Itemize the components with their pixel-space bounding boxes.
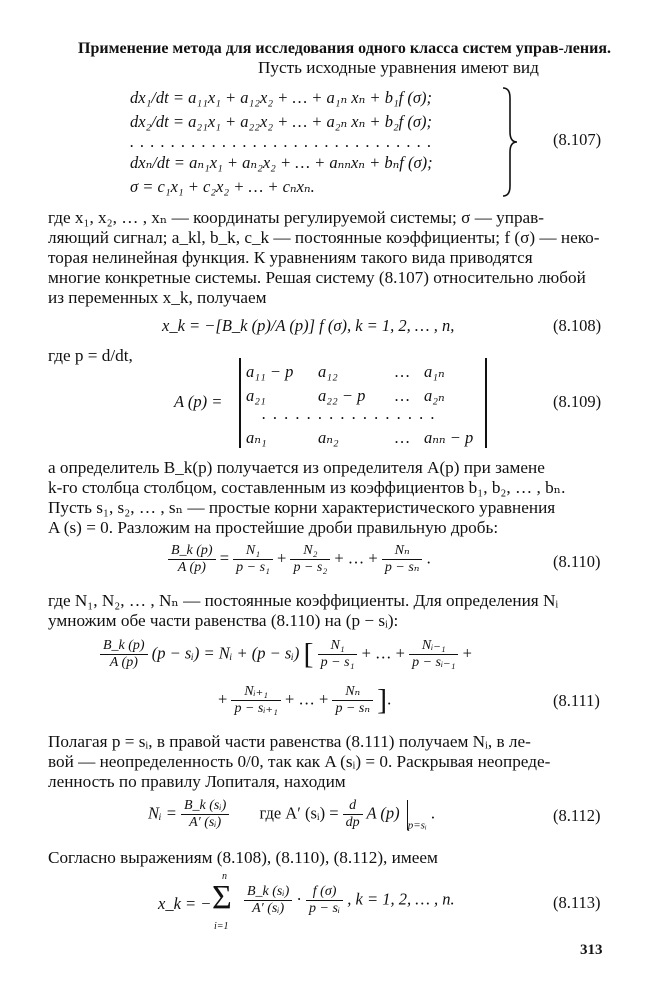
fraction <box>181 798 229 831</box>
right-brace <box>500 86 520 198</box>
eq-113-lhs: x_k = − <box>158 894 212 913</box>
text-line: Полагая p = sᵢ, в правой части равенства (8.111) получаем Nᵢ, в ле- <box>48 732 531 751</box>
page-number: 313 <box>580 942 603 958</box>
denominator: A′ (sᵢ) <box>181 814 229 831</box>
fraction <box>343 798 363 831</box>
denominator: dp <box>343 814 363 831</box>
det-cell: aₙₙ − p <box>424 428 474 447</box>
det-cell: … <box>395 428 410 447</box>
text-line: k-го столбца столбцом, составленным из коэффициентов b₁, b₂, … , bₙ. <box>48 478 566 497</box>
det-cell: a₂ₙ <box>424 386 445 405</box>
eq-111-line-1: $\frac{B\_k (p)}{A (p)}$ (p − sᵢ) = Nᵢ + (p − sᵢ) [ $\frac{\text{N₁}}{\text{p − s₁}}$ + … + $\frac{\text{Nᵢ₋₁}}{\text{p − sᵢ₋₁}}$ + <box>100 638 472 671</box>
eq-108: x_k = −[B_k (p)/A (p)] f (σ), k = 1, 2, … , n, <box>162 316 455 335</box>
numerator: Nₙ <box>345 684 361 699</box>
det-cell: a₁ₙ <box>424 362 445 381</box>
determinant-right-bar <box>485 358 487 448</box>
eq-113-rest: , k = 1, 2, … , n. <box>347 889 455 909</box>
det-cell: aₙ₁ <box>246 428 267 447</box>
det-cell: a₁₂ <box>318 362 338 381</box>
eq-number-107: (8.107) <box>553 130 602 149</box>
fraction <box>290 543 330 576</box>
eq-109-lhs: A (p) = <box>174 392 223 411</box>
eq-112-middle: где A′ (sᵢ) = <box>259 803 339 823</box>
numerator: B_k (sᵢ) <box>184 798 227 813</box>
det-cell: a₂₁ <box>246 386 266 405</box>
numerator: Nₙ <box>394 543 410 558</box>
numerator: d <box>349 798 357 813</box>
sum-lower-limit: i=1 <box>214 921 229 932</box>
text-line: умножим обе части равенства (8.110) на (p − sᵢ): <box>48 611 399 630</box>
fraction <box>318 638 358 671</box>
det-cell: a₂₂ − p <box>318 386 366 405</box>
numerator: B_k (p) <box>171 543 213 558</box>
denominator: A (p) <box>168 559 216 576</box>
numerator: N₁ <box>245 543 261 558</box>
denominator: p − s₂ <box>290 559 330 576</box>
numerator: B_k (p) <box>103 638 145 653</box>
fraction <box>231 684 280 717</box>
denominator: A (p) <box>100 654 148 671</box>
eq-110: $\frac{B\_k (p)}{A (p)}$ = $\frac{\text{N₁}}{\text{p − s₁}}$ + $\frac{\text{N₂}}{\text{p − s₂}}$ + … + $\frac{\text{Nₙ}}{\text{p − sₙ}}$ . <box>168 543 431 576</box>
numerator: Nᵢ₋₁ <box>421 638 446 653</box>
denominator: p − s₁ <box>233 559 273 576</box>
text-line: ленность по правилу Лопиталя, находим <box>48 772 346 791</box>
eq-113-rhs: $\frac{\text{B\_k (sᵢ)}}{\text{A′ (sᵢ)}}$ · $\frac{f (\sigma)}{\text{p − sᵢ}}$ , k = 1, 2, … , n. <box>244 884 455 917</box>
sum-upper-limit: n <box>222 871 227 882</box>
text-line: многие конкретные системы. Решая систему (8.107) относительно любой <box>48 268 586 287</box>
fraction <box>409 638 458 671</box>
text-line: где p = d/dt, <box>48 346 133 365</box>
det-cell: … <box>395 362 410 381</box>
text-line: A (s) = 0. Разложим на простейшие дроби правильную дробь: <box>48 518 499 537</box>
fraction <box>306 884 343 917</box>
eq-number-109: (8.109) <box>553 392 602 411</box>
eq-112-subscript: p=sᵢ <box>407 819 427 832</box>
denominator: p − sₙ <box>332 700 373 717</box>
fraction <box>233 543 273 576</box>
section-heading: Применение метода для исследования одного класса систем управ-ления. <box>78 40 611 57</box>
fraction <box>244 884 292 917</box>
eq-107-line-1: dx₁/dt = a₁₁x₁ + a₁₂x₂ + … + a₁ₙ xₙ + b₁f (σ); <box>130 88 433 107</box>
denominator: p − sᵢ₋₁ <box>409 654 458 671</box>
text-line: торая нелинейная функция. К уравнениям такого вида приводятся <box>48 248 533 267</box>
denominator: p − s₁ <box>318 654 358 671</box>
determinant-left-bar <box>239 358 241 448</box>
intro-text: Пусть исходные уравнения имеют вид <box>258 58 539 77</box>
eq-111-middle: (p − sᵢ) = Nᵢ + (p − sᵢ) <box>151 643 300 663</box>
eq-112-lhs: Nᵢ = <box>148 803 177 823</box>
text-line: Согласно выражениям (8.108), (8.110), (8.112), имеем <box>48 848 438 867</box>
denominator: p − sᵢ <box>306 900 343 917</box>
numerator: N₁ <box>330 638 345 653</box>
text-line: где x₁, x₂, … , xₙ — координаты регулируемой системы; σ — управ- <box>48 208 545 227</box>
text-line: из переменных x_k, получаем <box>48 288 267 307</box>
fraction <box>100 638 148 671</box>
eq-number-110: (8.110) <box>553 552 601 571</box>
section-heading-line <box>78 38 611 59</box>
fraction <box>168 543 216 576</box>
text-line: ляющий сигнал; a_kl, b_k, c_k — постоянные коэффициенты; f (σ) — неко- <box>48 228 600 247</box>
eq-number-113: (8.113) <box>553 893 601 912</box>
text-line: где N₁, N₂, … , Nₙ — постоянные коэффициенты. Для определения Nᵢ <box>48 591 559 610</box>
numerator: f (σ) <box>312 884 337 899</box>
fraction <box>332 684 373 717</box>
eq-number-108: (8.108) <box>553 316 602 335</box>
numerator: N₂ <box>303 543 318 558</box>
eq-111-line-2: + $\frac{\text{Nᵢ₊₁}}{\text{p − sᵢ₊₁}}$ + … + $\frac{\text{Nₙ}}{\text{p − sₙ}}$ ]. <box>218 683 392 717</box>
det-cell: aₙ₂ <box>318 428 339 447</box>
denominator: A′ (sᵢ) <box>244 900 292 917</box>
denominator: p − sₙ <box>382 559 423 576</box>
eq-number-111: (8.111) <box>553 691 600 710</box>
numerator: B_k (sᵢ) <box>247 884 290 899</box>
sum-sign: Σ <box>212 879 232 916</box>
denominator: p − sᵢ₊₁ <box>231 700 280 717</box>
det-cell: … <box>395 386 410 405</box>
fraction <box>382 543 423 576</box>
text-line: вой — неопределенность 0/0, так как A (sᵢ) = 0. Раскрывая неопреде- <box>48 752 551 771</box>
eq-112-rest: A (p) <box>366 803 400 823</box>
eq-107-line-4: σ = c₁x₁ + c₂x₂ + … + cₙxₙ. <box>130 177 315 196</box>
eq-107-line-3: dxₙ/dt = aₙ₁x₁ + aₙ₂x₂ + … + aₙₙxₙ + bₙf (σ); <box>130 153 433 172</box>
eq-107-dots: . . . . . . . . . . . . . . . . . . . . . . . . . . . . . . <box>130 132 433 151</box>
eq-112: Nᵢ = $\frac{\text{B\_k (sᵢ)}}{\text{A′ (sᵢ)}}$ где A′ (sᵢ) = $\frac{d}{dp}$ A (p) $_{p=sᵢ}$ . <box>148 798 435 832</box>
text-line: а определитель B_k(p) получается из определителя A(p) при замене <box>48 458 545 477</box>
eq-107-line-2: dx₂/dt = a₂₁x₁ + a₂₂x₂ + … + a₂ₙ xₙ + b₂f (σ); <box>130 112 433 131</box>
det-dots: . . . . . . . . . . . . . . . . <box>262 404 437 423</box>
det-cell: a₁₁ − p <box>246 362 294 381</box>
eq-number-112: (8.112) <box>553 806 601 825</box>
text-line: Пусть s₁, s₂, … , sₙ — простые корни характеристического уравнения <box>48 498 556 517</box>
numerator: Nᵢ₊₁ <box>244 684 269 699</box>
